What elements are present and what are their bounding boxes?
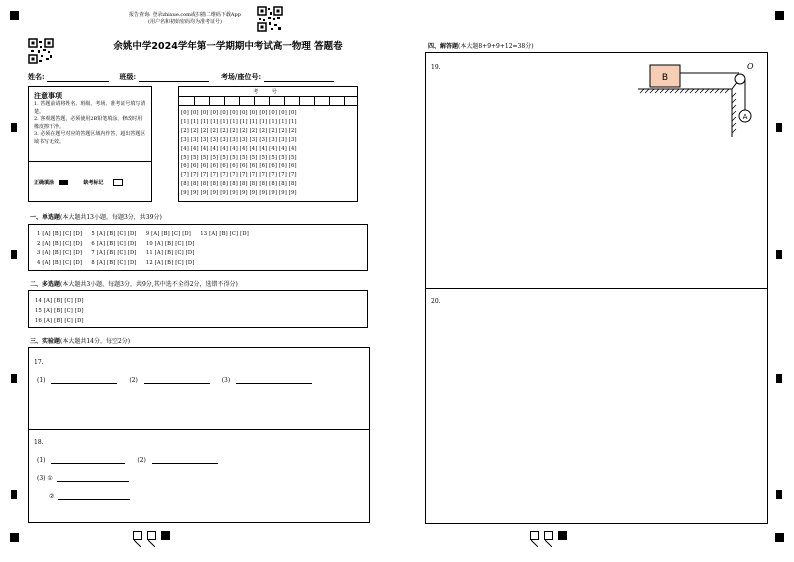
grid-col bbox=[224, 96, 225, 105]
bubble-row[interactable]: 1 [A] [B] [C] [D] 5 [A] [B] [C] [D] 9 [A] [B] [C] [D] 13 [A] [B] [C] [D] bbox=[37, 231, 249, 237]
class-label: 班级: bbox=[119, 72, 137, 81]
alignment-mark bbox=[775, 533, 784, 542]
bubble-row[interactable]: [5] [5] [5] [5] [5] [5] [5] [5] [5] [5] [5] [5] bbox=[181, 154, 297, 161]
grid-col bbox=[284, 96, 285, 105]
alignment-mark bbox=[11, 123, 17, 132]
notice-line: 报告查询: 登录zhixue.com或扫描二维码下载App bbox=[129, 12, 241, 18]
student-info-row bbox=[28, 72, 334, 82]
page-mark-hatched bbox=[530, 531, 539, 540]
grid-col bbox=[269, 96, 270, 105]
notice-box bbox=[28, 86, 152, 202]
block-label: B bbox=[661, 73, 669, 83]
notice-item: 2. 客观题答题，必须使用2B铅笔填涂，修改时用橡皮擦干净。 bbox=[34, 116, 143, 130]
section-desc: (本大题共13小题，每题3分，共39分) bbox=[60, 214, 162, 221]
section-desc: (本大题8+9+9+12=38分) bbox=[458, 43, 534, 50]
alignment-mark bbox=[11, 490, 17, 499]
section1-header bbox=[30, 212, 162, 221]
alignment-mark bbox=[776, 490, 782, 499]
q17-blank-2[interactable] bbox=[144, 383, 210, 384]
notice-line: (用户名和初始密码均为准考证号) bbox=[148, 19, 222, 25]
alignment-mark bbox=[775, 11, 784, 20]
seat-label: 考场/座位号: bbox=[220, 72, 262, 81]
alignment-mark bbox=[776, 123, 782, 132]
bubble-row[interactable]: 15 [A] [B] [C] [D] bbox=[35, 308, 84, 314]
name-field[interactable] bbox=[47, 81, 109, 82]
notice-divider bbox=[29, 161, 151, 162]
section-title: 三、实验题 bbox=[30, 338, 61, 345]
fill-legend bbox=[34, 179, 123, 186]
section2-answer-box bbox=[28, 290, 368, 328]
page-title: 余姚中学2024学年第一学期期中考试高一物理 答题卷 bbox=[113, 41, 343, 52]
seat-field[interactable] bbox=[264, 81, 334, 82]
section4-answer-box[interactable] bbox=[425, 52, 768, 524]
header-notice bbox=[115, 12, 255, 26]
grid-col bbox=[209, 96, 210, 105]
exam-id-entry-cells bbox=[179, 96, 357, 105]
class-field[interactable] bbox=[139, 81, 209, 82]
bubble-row[interactable]: [1] [1] [1] [1] [1] [1] [1] [1] [1] [1] [1] [1] bbox=[181, 118, 297, 125]
bubble-row[interactable]: [0] [0] [0] [0] [0] [0] [0] [0] [0] [0] [0] [0] bbox=[181, 110, 297, 116]
q17-blank-1[interactable] bbox=[51, 383, 117, 384]
page-mark-solid bbox=[161, 531, 170, 540]
grid-col bbox=[254, 96, 255, 105]
section-title: 二、多选题 bbox=[30, 281, 61, 288]
notice-item: 1. 答题前请将姓名、班级、考场、准考证号填写清楚。 bbox=[34, 101, 146, 115]
q17-blank-3[interactable] bbox=[236, 383, 312, 384]
bubble-row[interactable]: 4 [A] [B] [C] [D] 8 [A] [B] [C] [D] 12 [A] [B] [C] [D] bbox=[37, 259, 195, 266]
blank-label: (2) bbox=[137, 457, 146, 464]
question-divider bbox=[426, 288, 767, 289]
bubble-row[interactable]: [6] [6] [6] [6] [6] [6] [6] [6] [6] [6] [6] [6] bbox=[181, 163, 297, 170]
section-desc: (本大题共14分，每空2分) bbox=[60, 338, 131, 345]
blank-label: (1) bbox=[37, 457, 46, 464]
page-mark-solid bbox=[558, 531, 567, 540]
question-20-number: 20. bbox=[431, 298, 441, 305]
bubble-row[interactable]: [7] [7] [7] [7] [7] [7] [7] [7] [7] [7] [7] [7] bbox=[181, 172, 297, 179]
section3-header bbox=[30, 336, 130, 345]
exam-id-grid bbox=[178, 86, 358, 202]
grid-col bbox=[239, 96, 240, 105]
bubble-row[interactable]: 16 [A] [B] [C] [D] bbox=[35, 318, 84, 324]
page-mark-hatched bbox=[147, 531, 156, 540]
missing-exam-checkbox[interactable] bbox=[113, 179, 123, 186]
correct-fill-label: 正确填涂 bbox=[34, 180, 55, 186]
question-17-number: 17. bbox=[34, 359, 44, 366]
section-title: 一、单选题 bbox=[30, 214, 61, 221]
bubble-row[interactable]: [2] [2] [2] [2] [2] [2] [2] [2] [2] [2] [2] [2] bbox=[181, 127, 297, 134]
question-18-number: 18. bbox=[34, 439, 44, 446]
alignment-mark bbox=[11, 250, 17, 259]
exam-id-bubbles[interactable] bbox=[181, 109, 297, 198]
q18-blank-3[interactable] bbox=[57, 481, 129, 482]
section2-header bbox=[30, 279, 238, 288]
pulley-label: O bbox=[747, 62, 754, 71]
question-19-number: 19. bbox=[431, 64, 441, 71]
section1-answer-box bbox=[28, 224, 368, 271]
section4-header bbox=[428, 41, 534, 50]
question-divider bbox=[29, 429, 369, 430]
bubble-row[interactable]: [9] [9] [9] [9] [9] [9] [9] [9] [9] [9] [9] [9] bbox=[181, 190, 297, 197]
bubble-row[interactable]: [4] [4] [4] [4] [4] [4] [4] [4] [4] [4] [4] [4] bbox=[181, 145, 297, 152]
notice-heading: 注意事项 bbox=[34, 92, 62, 100]
question-17-blanks bbox=[37, 377, 312, 384]
bubble-row[interactable]: [3] [3] [3] [3] [3] [3] [3] [3] [3] [3] [3] [3] bbox=[181, 136, 297, 143]
missing-exam-label: 缺考标记 bbox=[83, 180, 104, 186]
bubble-row[interactable]: [8] [8] [8] [8] [8] [8] [8] [8] [8] [8] [8] [8] bbox=[181, 181, 297, 188]
single-choice-bubbles[interactable] bbox=[37, 230, 249, 268]
q18-blank-2[interactable] bbox=[152, 463, 218, 464]
blank-label: (2) bbox=[129, 377, 138, 384]
grid-col bbox=[314, 96, 315, 105]
blank-label: (3) bbox=[221, 377, 231, 384]
alignment-mark bbox=[776, 250, 782, 259]
pulley bbox=[735, 74, 745, 84]
blank-label: (3) ① bbox=[37, 475, 53, 482]
notice-item: 3. 必须在题号对应的答题区域内作答，超出答题区域书写无效。 bbox=[34, 131, 146, 145]
q18-blank-1[interactable] bbox=[51, 463, 125, 464]
question-18-blanks-row3 bbox=[49, 493, 130, 500]
section3-answer-box bbox=[28, 347, 370, 523]
question-18-blanks-row1 bbox=[37, 457, 218, 464]
q18-blank-4[interactable] bbox=[58, 499, 130, 500]
alignment-mark bbox=[10, 533, 19, 542]
page-mark-hatched bbox=[544, 531, 553, 540]
grid-col bbox=[329, 96, 330, 105]
grid-col bbox=[344, 96, 345, 105]
question-18-blanks-row2 bbox=[37, 475, 129, 482]
grid-col bbox=[299, 96, 300, 105]
section-title: 四、解答题 bbox=[428, 43, 459, 50]
blank-label: ② bbox=[49, 493, 55, 500]
page-mark-hatched bbox=[133, 531, 142, 540]
app-qr-code bbox=[257, 6, 283, 32]
exam-id-label: 考 号 bbox=[253, 89, 283, 95]
alignment-mark bbox=[10, 11, 19, 20]
alignment-mark bbox=[11, 374, 17, 383]
bubble-row[interactable]: 2 [A] [B] [C] [D] 6 [A] [B] [C] [D] 10 [A] [B] [C] [D] bbox=[37, 240, 195, 247]
ball-a-label: A bbox=[742, 113, 748, 121]
alignment-mark bbox=[776, 374, 782, 383]
student-qr-code bbox=[28, 38, 54, 64]
physics-figure bbox=[636, 59, 766, 139]
blank-label: (1) bbox=[37, 377, 46, 384]
name-label: 姓名: bbox=[28, 72, 45, 81]
multi-choice-bubbles[interactable] bbox=[35, 296, 84, 326]
grid-col bbox=[194, 96, 195, 105]
grid-line bbox=[179, 105, 357, 106]
correct-fill-sample bbox=[59, 180, 68, 185]
section-desc: (本大题共3小题，每题3分，共9分,其中选不全得2分，选错不得分) bbox=[60, 281, 238, 288]
bubble-row[interactable]: 14 [A] [B] [C] [D] bbox=[35, 298, 84, 304]
bubble-row[interactable]: 3 [A] [B] [C] [D] 7 [A] [B] [C] [D] 11 [A] [B] [C] [D] bbox=[37, 250, 195, 256]
notice-items bbox=[34, 101, 146, 146]
